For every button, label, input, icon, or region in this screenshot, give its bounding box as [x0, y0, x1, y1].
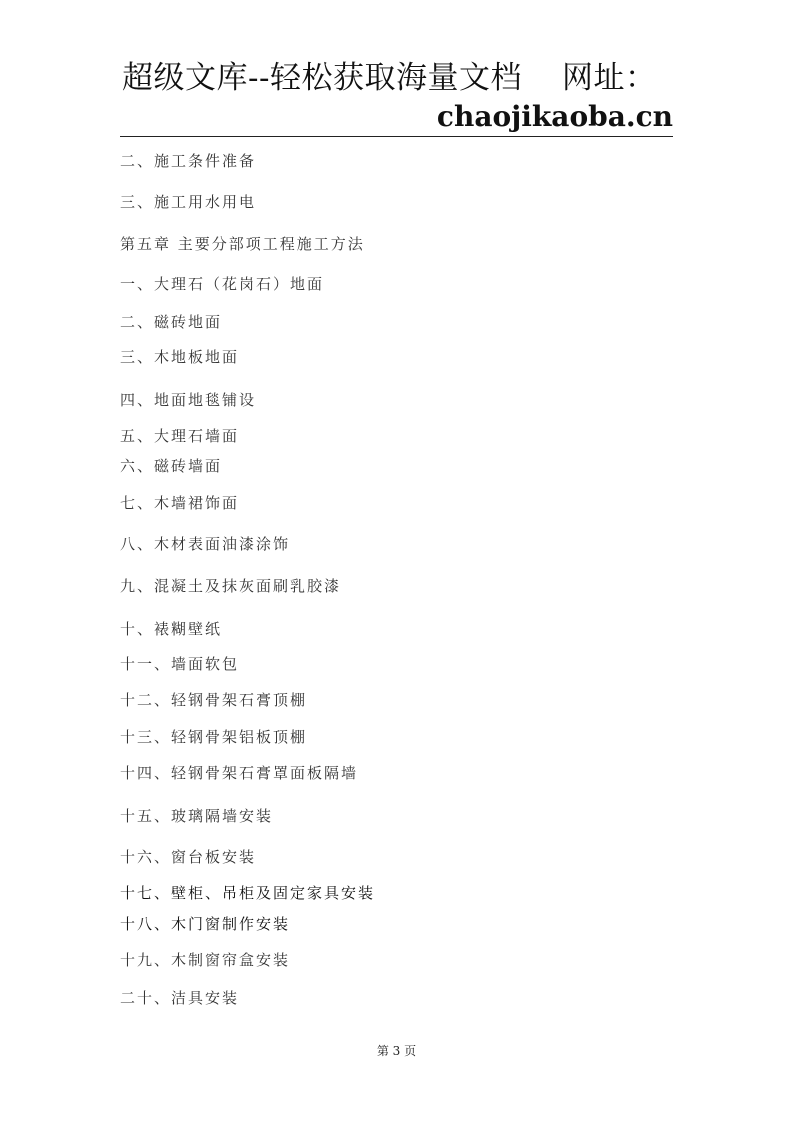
header-title-right: 网址： — [561, 60, 657, 96]
toc-item: 四、地面地毯铺设 — [120, 391, 257, 409]
toc-item: 十六、窗台板安装 — [120, 848, 257, 866]
toc-item: 二、施工条件准备 — [120, 152, 257, 170]
toc-item: 一、大理石（花岗石）地面 — [120, 275, 325, 293]
toc-item: 五、大理石墙面 — [120, 427, 240, 445]
toc-item: 十七、壁柜、吊柜及固定家具安装 — [120, 884, 376, 902]
toc-item: 九、混凝土及抹灰面刷乳胶漆 — [120, 577, 342, 595]
page-number: 第 3 页 — [376, 1044, 417, 1058]
toc-item: 十九、木制窗帘盒安装 — [120, 951, 291, 969]
toc-item: 十三、轻钢骨架铝板顶棚 — [120, 728, 308, 746]
toc-item: 十八、木门窗制作安装 — [120, 915, 291, 933]
toc-item: 十四、轻钢骨架石膏罩面板隔墙 — [120, 764, 359, 782]
toc-item: 十五、玻璃隔墙安装 — [120, 807, 274, 825]
toc-item: 六、磁砖墙面 — [120, 457, 223, 475]
header-divider — [120, 136, 673, 137]
toc-item: 二、磁砖地面 — [120, 313, 223, 331]
toc-item: 二十、洁具安装 — [120, 989, 240, 1007]
toc-item: 十、裱糊壁纸 — [120, 620, 223, 638]
header-url[interactable]: chaojikaoba.cn — [436, 100, 673, 133]
header-title — [122, 52, 656, 97]
toc-item: 十二、轻钢骨架石膏顶棚 — [120, 691, 308, 709]
toc-item: 三、木地板地面 — [120, 348, 240, 366]
header-title-left: 超级文库--轻松获取海量文档 — [122, 60, 522, 96]
toc-item: 七、木墙裙饰面 — [120, 494, 240, 512]
toc-item: 十一、墙面软包 — [120, 655, 240, 673]
toc-item: 八、木材表面油漆涂饰 — [120, 535, 291, 553]
toc-item: 三、施工用水用电 — [120, 193, 257, 211]
toc-chapter-heading: 第五章 主要分部项工程施工方法 — [120, 235, 365, 253]
